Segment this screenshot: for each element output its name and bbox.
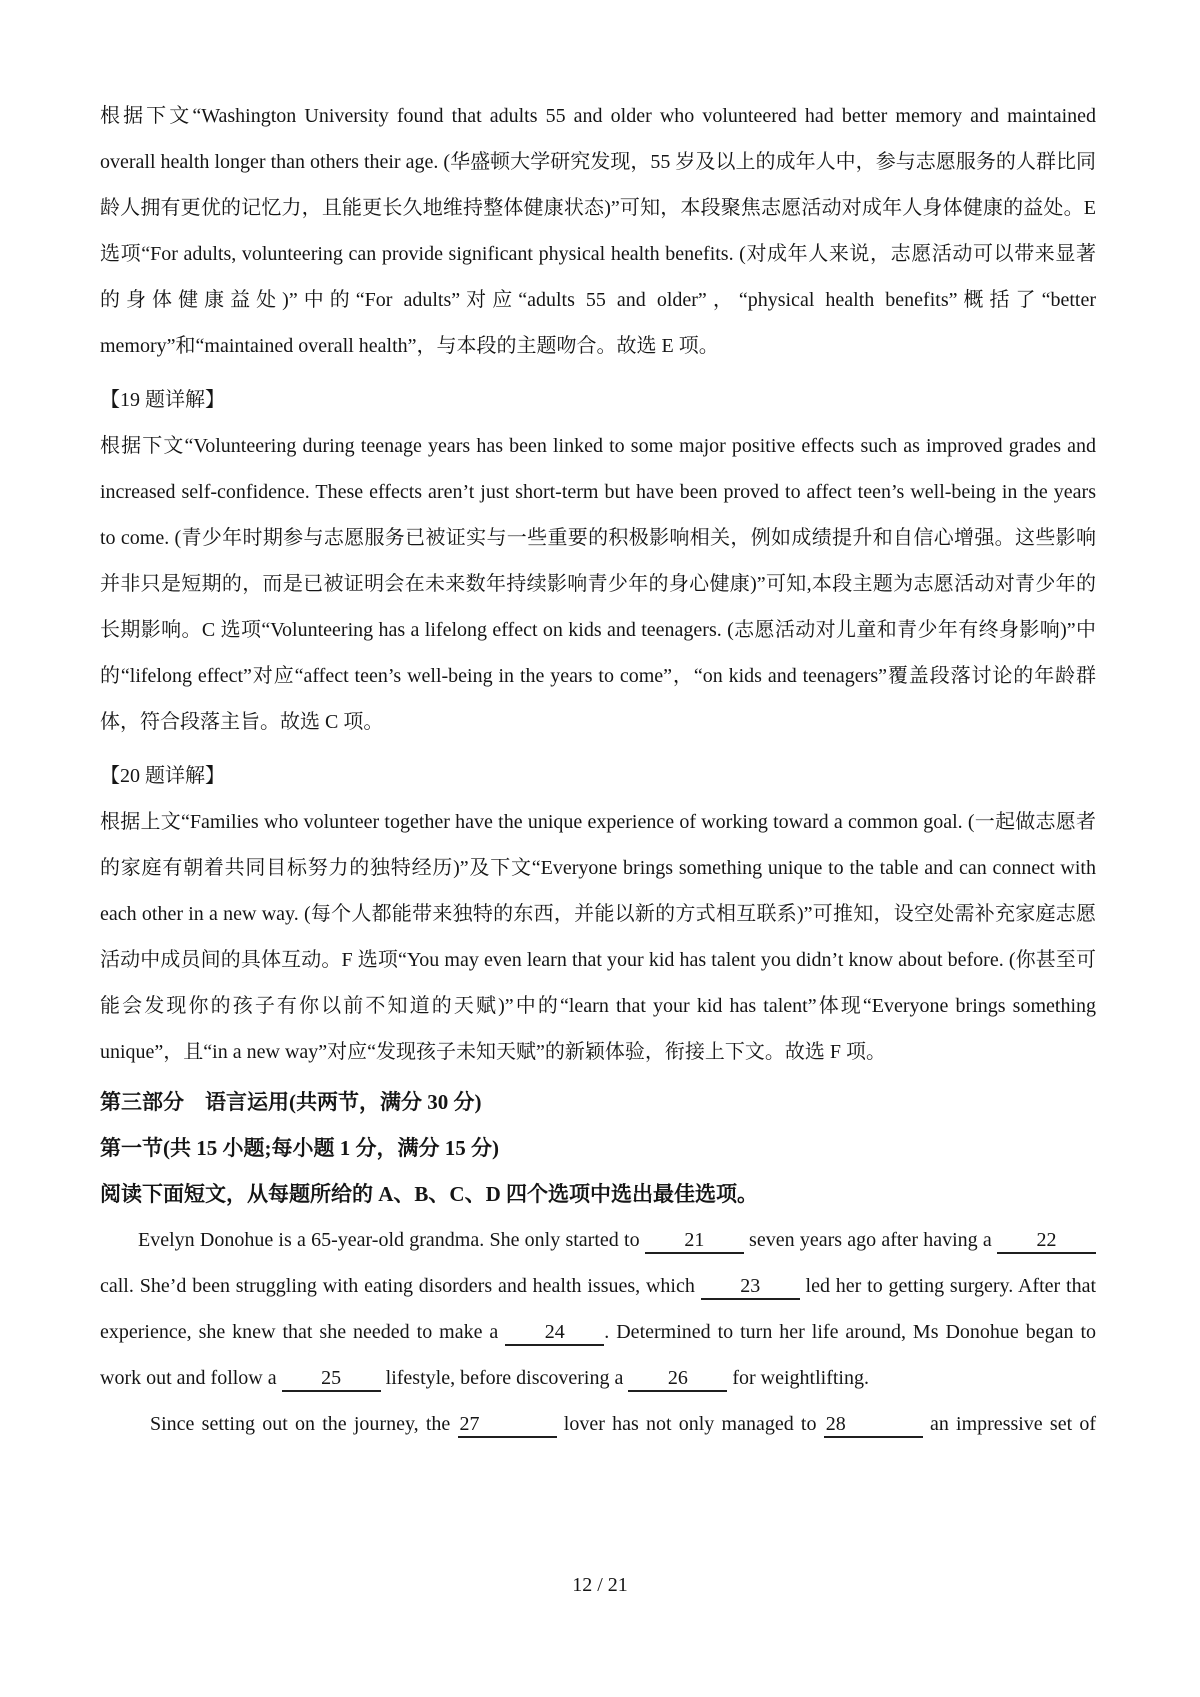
cloze-instruction-heading: 阅读下面短文，从每题所给的 A、B、C、D 四个选项中选出最佳选项。: [100, 1182, 759, 1206]
detail-heading-q19: 【19 题详解】: [100, 389, 225, 411]
cloze-blank-23: 23: [701, 1275, 800, 1300]
section1-heading: 第一节(共 15 小题;每小题 1 分，满分 15 分): [100, 1136, 499, 1160]
cloze-text: lifestyle, before discovering a: [380, 1367, 629, 1389]
cloze-blank-25: 25: [282, 1367, 381, 1392]
cloze-blank-26: 26: [628, 1367, 727, 1392]
page-content: [100, 93, 1096, 1447]
cloze-blank-22: 22: [997, 1229, 1096, 1254]
cloze-paragraph-1: [100, 1217, 1096, 1401]
cloze-blank-21: 21: [645, 1229, 744, 1254]
cloze-text: seven years ago after having a: [743, 1229, 997, 1251]
cloze-text: led her to getting surgery. After that experience, she knew that she needed to make a: [100, 1275, 1097, 1343]
analysis-paragraph-q18: 根据下文“Washington University found that adults 55 and older who volunteered had better memory and maintained overall health longer than others their age. (华盛顿大学研究发现，55 岁及以上的成年人中，参与志愿服务的人群比同龄人拥有更优的记忆力，且能更长久地维持整体健康状态)”可知，本段聚焦志愿活动对成年人身体健康的益处。E 选项“For adults, volunteering can provide significant physical health benefits. (对成年人来说，志愿活动可以带来显著的身体健康益处)”中的“For adults”对应“adults 55 and older”，“physical health benefits”概括了“better memory”和“maintained overall health”，与本段的主题吻合。故选 E 项。: [100, 105, 1096, 357]
cloze-text: Evelyn Donohue is a 65-year-old grandma. She only started to: [138, 1229, 645, 1251]
cloze-text: an impressive set of: [922, 1413, 1097, 1435]
detail-heading-q20: 【20 题详解】: [100, 765, 225, 787]
analysis-paragraph-q20: 根据上文“Families who volunteer together have the unique experience of working toward a common goal. (一起做志愿者的家庭有朝着共同目标努力的独特经历)”及下文“Everyone brings something unique to the table and can connect with each other in a new way. (每个人都能带来独特的东西，并能以新的方式相互联系)”可推知，设空处需补充家庭志愿活动中成员间的具体互动。F 选项“You may even learn that your kid has talent you didn’t know about before. (你甚至可能会发现你的孩子有你以前不知道的天赋)”中的“learn that your kid has talent”体现“Everyone brings something unique”，且“in a new way”对应“发现孩子未知天赋”的新颖体验，衔接上下文。故选 F 项。: [100, 811, 1096, 1063]
cloze-text: Since setting out on the journey, the: [150, 1413, 458, 1435]
part3-section-heading: 第三部分 语言运用(共两节，满分 30 分): [100, 1090, 482, 1114]
page-footer: [0, 1562, 1200, 1608]
page-number: 12 / 21: [572, 1574, 628, 1596]
cloze-blank-28: 28: [824, 1413, 923, 1438]
cloze-blank-24: 24: [505, 1321, 604, 1346]
cloze-text: call. She’d been struggling with eating disorders and health issues, which: [100, 1275, 701, 1297]
cloze-blank-27: 27: [458, 1413, 557, 1438]
cloze-text: lover has not only managed to: [556, 1413, 824, 1435]
cloze-paragraph-2: [100, 1401, 1096, 1447]
cloze-text: for weightlifting.: [727, 1367, 869, 1389]
analysis-paragraph-q19: 根据下文“Volunteering during teenage years has been linked to some major positive effects such as improved grades and increased self-confidence. These effects aren’t just short-term but have been proved to affect teen’s well-being in the years to come. (青少年时期参与志愿服务已被证实与一些重要的积极影响相关，例如成绩提升和自信心增强。这些影响并非只是短期的，而是已被证明会在未来数年持续影响青少年的身心健康)”可知,本段主题为志愿活动对青少年的长期影响。C 选项“Volunteering has a lifelong effect on kids and teenagers. (志愿活动对儿童和青少年有终身影响)”中的“lifelong effect”对应“affect teen’s well-being in the years to come”，“on kids and teenagers”覆盖段落讨论的年龄群体，符合段落主旨。故选 C 项。: [100, 435, 1096, 733]
cloze-text: . Determined to turn her life around, Ms Donohue began to work out and follow a: [100, 1321, 1097, 1389]
